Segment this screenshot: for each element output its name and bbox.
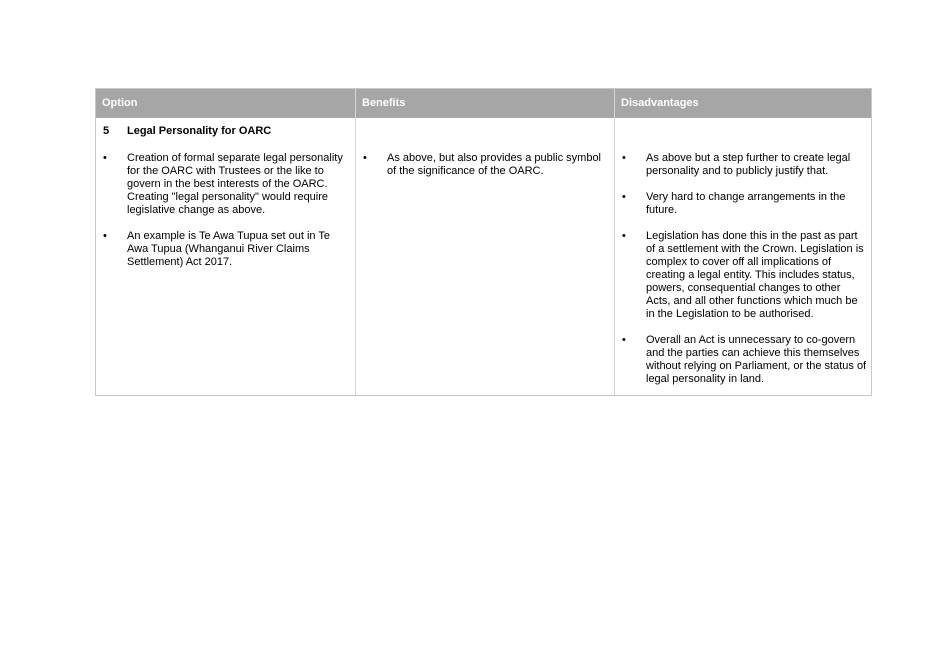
bullet-icon: • <box>622 334 626 346</box>
disadvantage-text: As above but a step further to create legal personality and to publicly justify that. <box>646 152 851 177</box>
benefit-text: As above, but also provides a public symbol of the significance of the OARC. <box>387 152 602 177</box>
option-cell <box>96 118 355 395</box>
list-item <box>96 152 351 217</box>
row-number: 5 <box>103 125 110 137</box>
bullet-icon: • <box>622 152 626 164</box>
header-option: Option <box>96 89 355 118</box>
bullet-icon: • <box>622 230 626 242</box>
list-item <box>615 230 867 321</box>
benefits-list <box>356 152 610 191</box>
bullet-icon: • <box>103 230 107 242</box>
options-table <box>95 88 872 396</box>
list-item <box>615 191 867 217</box>
list-item <box>615 152 867 178</box>
disadvantage-text: Legislation has done this in the past as part of a settlement with the Crown. Legislation is complex to cover off all implications of creating a legal entity. This includes status, powers, consequential changes to other Acts, and all other functions which much be in the Legislation to be authorised. <box>646 230 864 320</box>
list-item <box>356 152 610 178</box>
option-list <box>96 152 351 282</box>
bullet-icon: • <box>363 152 367 164</box>
option-text: An example is Te Awa Tupua set out in Te Awa Tupua (Whanganui River Claims Settlement) Act 2017. <box>127 230 331 268</box>
benefits-cell <box>355 118 614 395</box>
list-item <box>96 230 351 269</box>
header-benefits: Benefits <box>355 89 614 118</box>
bullet-icon: • <box>622 191 626 203</box>
row-title: Legal Personality for OARC <box>127 125 272 137</box>
option-text: Creation of formal separate legal personality for the OARC with Trustees or the like to govern in the best interests of the OARC. Creating "legal personality" would require legislative change as above. <box>127 152 343 216</box>
disadvantages-cell <box>614 118 871 395</box>
header-disadvantages: Disadvantages <box>614 89 871 118</box>
bullet-icon: • <box>103 152 107 164</box>
disadvantages-list <box>615 152 867 399</box>
list-item <box>615 334 867 386</box>
disadvantage-text: Overall an Act is unnecessary to co-govern and the parties can achieve this themselves without relying on Parliament, or the status of legal personality in land. <box>646 334 867 385</box>
disadvantage-text: Very hard to change arrangements in the future. <box>646 191 846 216</box>
